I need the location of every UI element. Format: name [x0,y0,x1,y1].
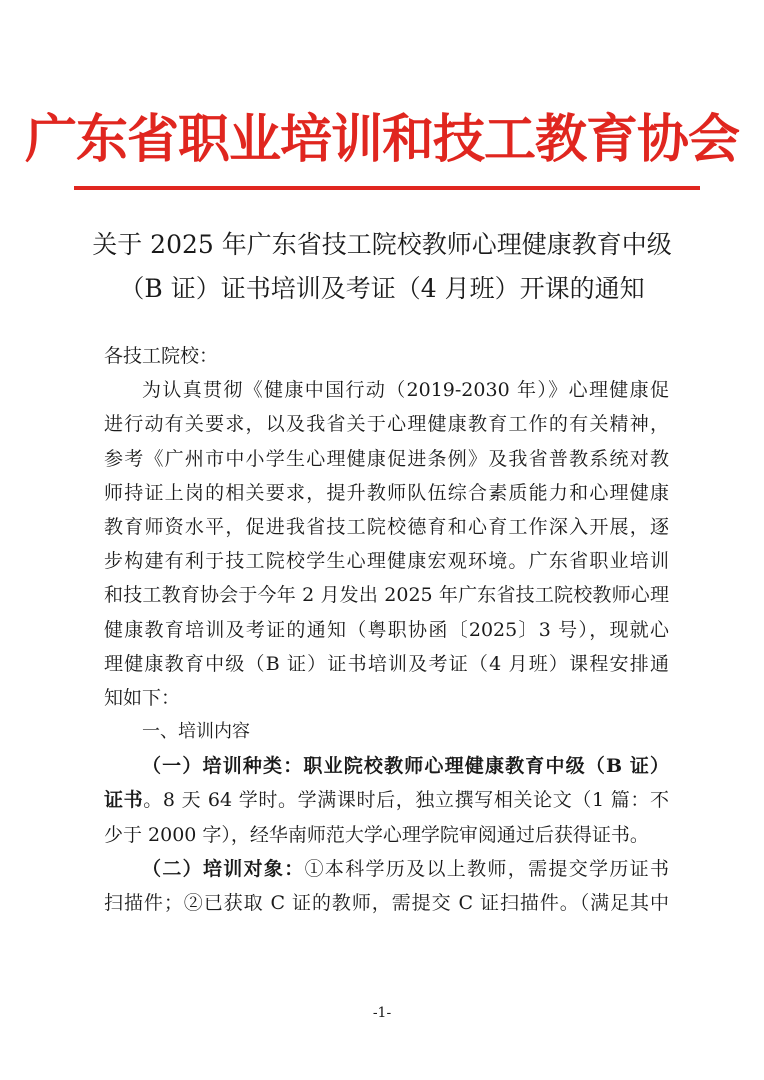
paragraph-1 [104,373,669,715]
paragraph-line: 和技工教育协会于今年 2 月发出 2025 年广东省技工院校教师心理 [104,584,669,607]
paragraph-line: 参考《广州市中小学生心理健康促进条例》及我省普教系统对教 [104,447,669,470]
item-line [104,852,669,886]
document-body [104,339,669,920]
item-bold-text: 证书 [104,789,144,812]
organization-name: 广东省职业培训和技工教育协会 [24,109,739,170]
letterhead-rule [74,186,700,190]
item-text: 。8 天 64 学时。学满课时后，独立撰写相关论文（1 篇：不 [143,789,669,812]
section-heading: 一、培训内容 [142,721,250,743]
item-bold-text: 职业院校教师心理健康教育中级（B 证） [303,755,669,778]
training-target-item [104,852,669,920]
document-title [60,223,704,311]
paragraph-line: 进行动有关要求，以及我省关于心理健康教育工作的有关精神， [104,413,669,436]
item-line: 少于 2000 字），经华南师范大学心理学院审阅通过后获得证书。 [104,823,649,846]
paragraph-line: 理健康教育中级（B 证）证书培训及考证（4 月班）课程安排通 [104,652,669,675]
paragraph-line: 教育师资水平，促进我省技工院校德育和心育工作深入开展，逐 [104,515,669,538]
item-text: ①本科学历及以上教师，需提交学历证书 [304,857,669,880]
item-line [104,783,669,817]
title-line-1: 关于 2025 年广东省技工院校教师心理健康教育中级 [92,230,672,259]
page-number: -1- [372,1005,392,1021]
paragraph-line: 为认真贯彻《健康中国行动（2019-2030 年）》心理健康促 [142,379,669,402]
paragraph-line: 步构建有利于技工院校学生心理健康宏观环境。广东省职业培训 [104,550,669,573]
letterhead [0,108,764,172]
item-line: 扫描件；②已获取 C 证的教师，需提交 C 证扫描件。（满足其中 [104,892,669,914]
training-type-item [104,749,669,852]
title-line-2: （B 证）证书培训及考证（4 月班）开课的通知 [119,274,645,303]
item-line [104,749,669,783]
item-label: （一）培训种类： [142,755,304,778]
item-label: （二）培训对象： [142,857,305,880]
paragraph-line: 健康教育培训及考证的通知（粤职协函〔2025〕3 号），现就心 [104,618,669,641]
salutation: 各技工院校： [104,345,219,367]
paragraph-line: 知如下： [104,686,181,709]
paragraph-line: 师持证上岗的相关要求，提升教师队伍综合素质能力和心理健康 [104,481,669,504]
